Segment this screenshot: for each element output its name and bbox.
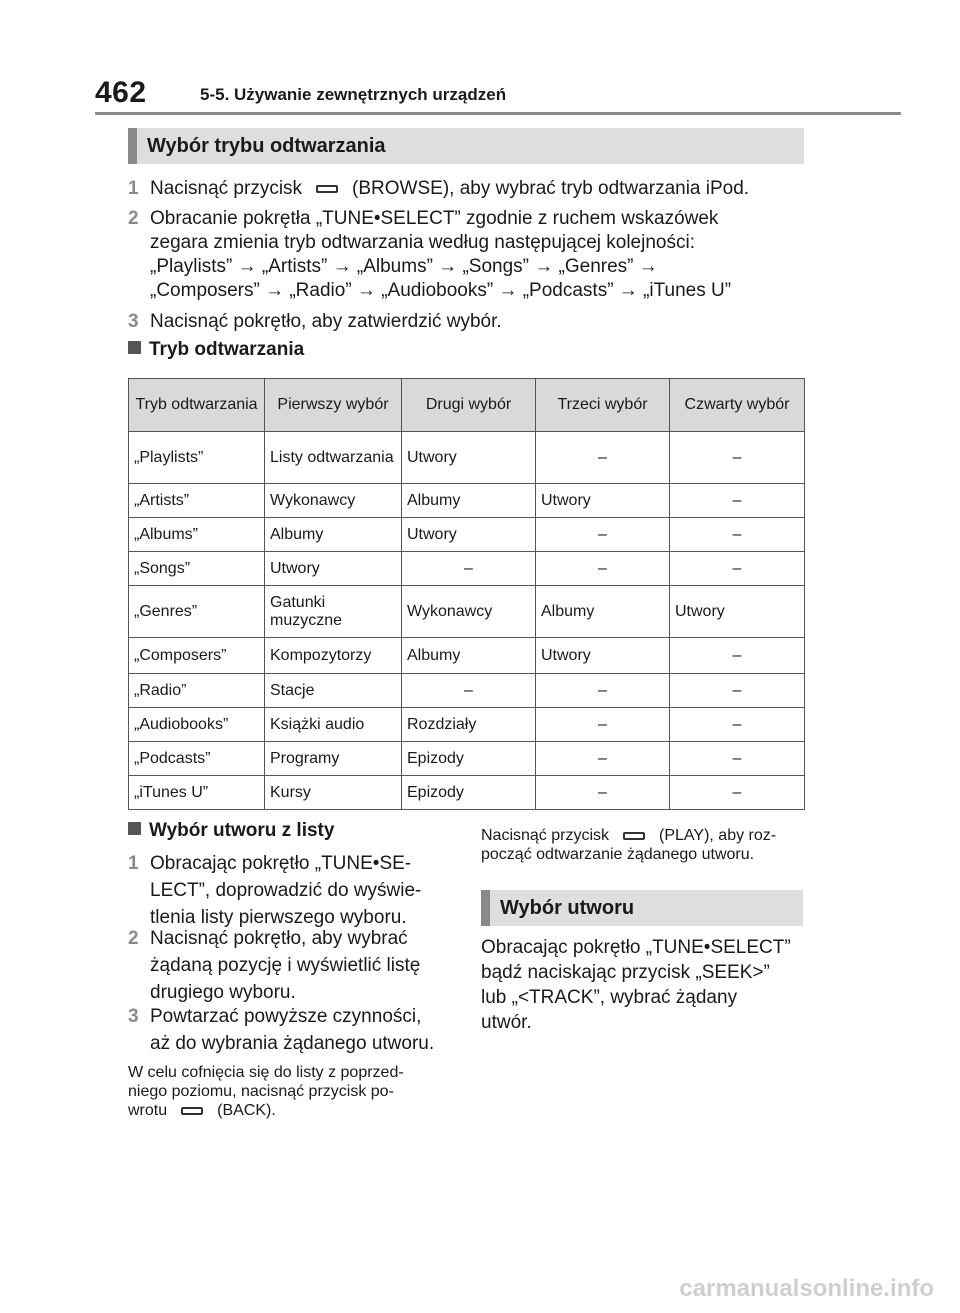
step-number: 3 (128, 1006, 139, 1027)
table-cell: Albumy (536, 586, 670, 638)
table-cell: – (402, 674, 536, 708)
table-cell: „Artists” (129, 484, 265, 518)
back-button-icon (181, 1107, 203, 1115)
step-text-line: tlenia listy pierwszego wyboru. (150, 907, 407, 928)
table-row (129, 674, 805, 708)
step-text-line: LECT”, doprowadzić do wyświe- (150, 880, 422, 901)
section-heading-track-select (481, 890, 803, 926)
table-cell: Kursy (265, 776, 402, 810)
play-button-icon (623, 832, 645, 840)
list-step-3 (128, 1003, 458, 1057)
subheading-select-from-list (128, 820, 334, 842)
table-cell: – (670, 518, 805, 552)
note-text: (BACK). (217, 1102, 276, 1119)
table-cell: Wykonawcy (402, 586, 536, 638)
table-cell: Kompozytorzy (265, 638, 402, 674)
playback-mode-table (128, 378, 805, 810)
table-cell: „Playlists” (129, 432, 265, 484)
table-cell: – (536, 518, 670, 552)
column-header: Trzeci wybór (536, 379, 670, 432)
square-bullet-icon (128, 822, 141, 835)
watermark: carmanualsonline.info (679, 1275, 934, 1302)
step-1 (128, 177, 808, 201)
table-row (129, 432, 805, 484)
note-line: niego poziomu, nacisnąć przycisk po- (128, 1083, 394, 1100)
body-line: Obracając pokrętło „TUNE•SELECT” (481, 937, 791, 958)
table-cell: – (670, 638, 805, 674)
step-text-line: żądaną pozycję i wyświetlić listę (150, 955, 421, 976)
table-row (129, 484, 805, 518)
table-cell: „Songs” (129, 552, 265, 586)
table-cell: Utwory (536, 484, 670, 518)
table-cell: Utwory (670, 586, 805, 638)
table-cell: Albumy (402, 484, 536, 518)
table-cell: – (670, 742, 805, 776)
table-row (129, 638, 805, 674)
table-cell: Rozdziały (402, 708, 536, 742)
step-number: 1 (128, 853, 139, 874)
table-cell: – (402, 552, 536, 586)
step-text: (BROWSE), aby wybrać tryb odtwarzania iPod. (352, 178, 750, 199)
table-cell: – (536, 708, 670, 742)
list-step-2 (128, 925, 458, 1006)
table-cell: Epizody (402, 776, 536, 810)
section-heading-playback-mode (128, 128, 804, 164)
table-cell: – (536, 552, 670, 586)
body-line: utwór. (481, 1012, 532, 1033)
step-text-line: „Playlists” → „Artists” → „Albums” → „Songs” → „Genres” → (150, 256, 658, 277)
chapter-title: 5-5. Używanie zewnętrznych urządzeń (200, 85, 507, 104)
step-text: Nacisnąć pokrętło, aby zatwierdzić wybór. (150, 311, 502, 332)
table-cell: „iTunes U” (129, 776, 265, 810)
table-cell: „Genres” (129, 586, 265, 638)
subheading-text: Tryb odtwarzania (149, 339, 305, 360)
page-number: 462 (95, 76, 147, 109)
step-text: Nacisnąć przycisk (150, 178, 303, 199)
section-heading-text: Wybór trybu odtwarzania (147, 134, 386, 157)
table-cell: Programy (265, 742, 402, 776)
play-note (481, 826, 806, 864)
note-line: W celu cofnięcia się do listy z poprzed- (128, 1064, 404, 1081)
list-step-1 (128, 850, 458, 931)
table-cell: „Composers” (129, 638, 265, 674)
column-header: Tryb odtwarzania (129, 379, 265, 432)
table-cell: – (670, 674, 805, 708)
step-2 (128, 207, 808, 303)
table-cell: „Radio” (129, 674, 265, 708)
table-row (129, 586, 805, 638)
table-cell: Gatunki muzyczne (265, 586, 402, 638)
step-text-line: Obracanie pokrętła „TUNE•SELECT” zgodnie z ruchem wskazówek (150, 208, 719, 229)
note-text: wrotu (128, 1102, 168, 1119)
body-line: lub „<TRACK”, wybrać żądany (481, 987, 738, 1008)
table-cell: – (536, 742, 670, 776)
header-divider (95, 112, 901, 115)
step-3 (128, 310, 808, 334)
note-line: począć odtwarzanie żądanego utworu. (481, 846, 755, 863)
step-number: 1 (128, 178, 139, 199)
table-cell: Utwory (536, 638, 670, 674)
track-select-text (481, 935, 806, 1035)
table-cell: – (670, 708, 805, 742)
table-cell: „Podcasts” (129, 742, 265, 776)
step-text-line: Obracając pokrętło „TUNE•SE- (150, 853, 412, 874)
table-cell: – (670, 432, 805, 484)
column-header: Czwarty wybór (670, 379, 805, 432)
table-cell: – (670, 552, 805, 586)
table-cell: Epizody (402, 742, 536, 776)
square-bullet-icon (128, 341, 141, 354)
step-text-line: zegara zmienia tryb odtwarzania według następującej kolejności: (150, 232, 695, 253)
table-cell: – (536, 776, 670, 810)
step-number: 2 (128, 928, 139, 949)
browse-button-icon (316, 185, 338, 193)
column-header: Drugi wybór (402, 379, 536, 432)
step-text-line: aż do wybrania żądanego utworu. (150, 1033, 435, 1054)
table-cell: Wykonawcy (265, 484, 402, 518)
table-cell: – (536, 432, 670, 484)
step-number: 2 (128, 208, 139, 229)
table-cell: Książki audio (265, 708, 402, 742)
table-cell: Utwory (265, 552, 402, 586)
table-header-row (129, 379, 805, 432)
back-note (128, 1063, 458, 1120)
table-row (129, 742, 805, 776)
section-heading-text: Wybór utworu (500, 896, 635, 919)
table-cell: Utwory (402, 432, 536, 484)
table-row (129, 708, 805, 742)
table-cell: Utwory (402, 518, 536, 552)
subheading-text: Wybór utworu z listy (149, 820, 335, 841)
table-cell: – (670, 776, 805, 810)
table-cell: „Audiobooks” (129, 708, 265, 742)
step-number: 3 (128, 311, 139, 332)
subheading-playback-mode (128, 339, 304, 361)
step-text-line: Nacisnąć pokrętło, aby wybrać (150, 928, 408, 949)
step-text-line: Powtarzać powyższe czynności, (150, 1006, 422, 1027)
table-cell: Listy odtwarzania (265, 432, 402, 484)
body-line: bądź naciskając przycisk „SEEK>” (481, 962, 770, 983)
table-cell: – (670, 484, 805, 518)
table-cell: Albumy (265, 518, 402, 552)
table-cell: „Albums” (129, 518, 265, 552)
note-text: Nacisnąć przycisk (481, 827, 610, 844)
step-text-line: „Composers” → „Radio” → „Audiobooks” → „Podcasts” → „iTunes U” (150, 280, 732, 301)
note-text: (PLAY), aby roz- (659, 827, 777, 844)
table-row (129, 776, 805, 810)
table-cell: Albumy (402, 638, 536, 674)
table-cell: Stacje (265, 674, 402, 708)
table-row (129, 518, 805, 552)
table-row (129, 552, 805, 586)
step-text-line: drugiego wyboru. (150, 982, 296, 1003)
table-cell: – (536, 674, 670, 708)
column-header: Pierwszy wybór (265, 379, 402, 432)
